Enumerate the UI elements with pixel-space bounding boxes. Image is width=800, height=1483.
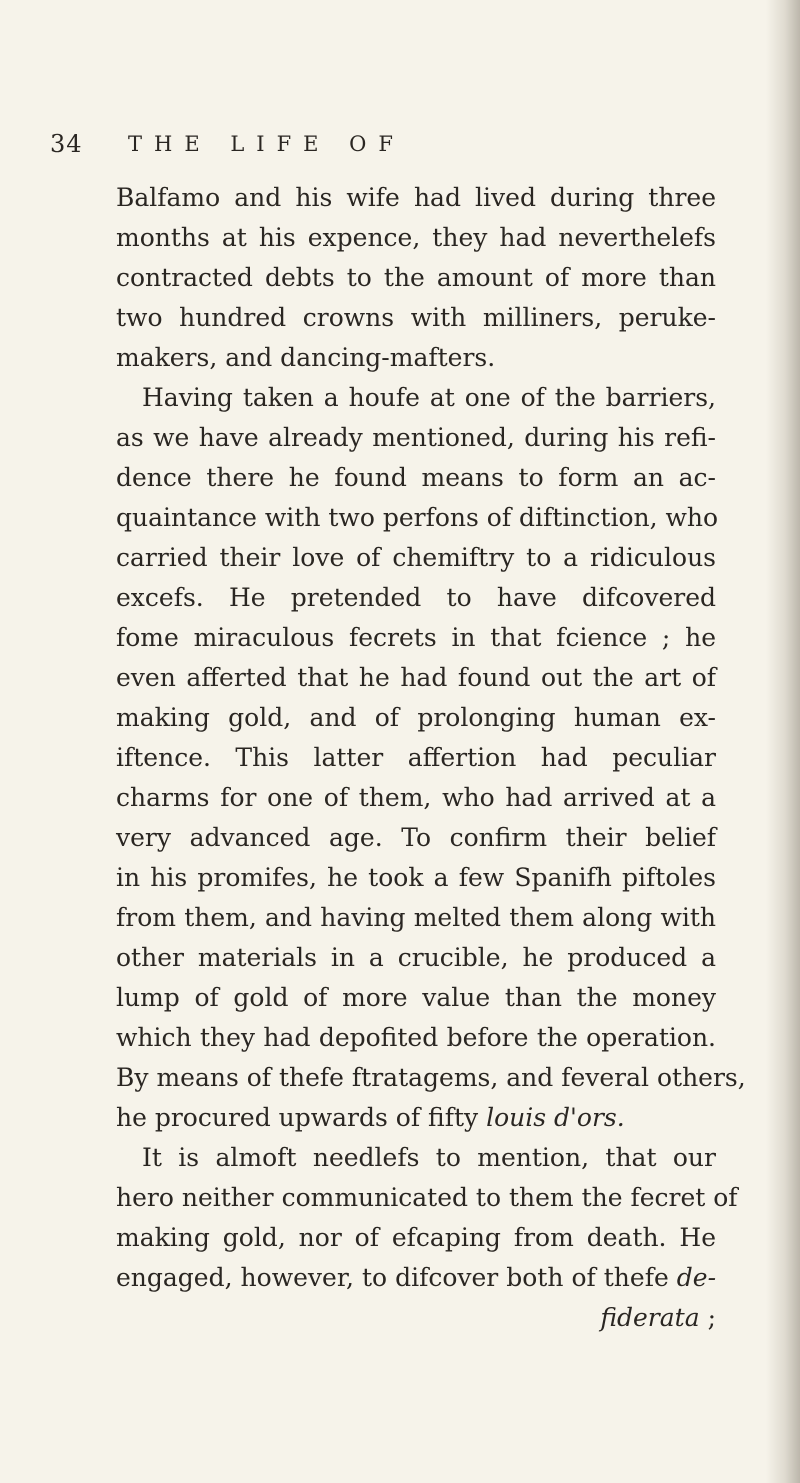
page-header bbox=[50, 130, 750, 160]
page-edge-shadow bbox=[766, 0, 800, 1483]
italic-text: louis d'ors. bbox=[486, 1103, 625, 1132]
italic-text: fiderata bbox=[600, 1303, 700, 1332]
text-line: even afferted that he had found out the art of bbox=[116, 663, 716, 692]
text-line: very advanced age. To confirm their belief bbox=[116, 823, 716, 852]
text-line: excefs. He pretended to have difcovered bbox=[116, 583, 716, 612]
text-line: as we have already mentioned, during his refi- bbox=[116, 423, 716, 452]
text-line: making gold, nor of efcaping from death. He bbox=[116, 1223, 716, 1252]
text-line: charms for one of them, who had arrived at a bbox=[116, 783, 716, 812]
italic-text: de- bbox=[676, 1263, 717, 1292]
text-line bbox=[116, 1258, 716, 1298]
text-line: other materials in a crucible, he produced a bbox=[116, 943, 716, 972]
running-head: THE LIFE OF bbox=[128, 132, 405, 156]
text-line: quaintance with two perfons of diftinction, who bbox=[116, 503, 719, 532]
text-line: making gold, and of prolonging human ex- bbox=[116, 703, 716, 732]
text-line: hero neither communicated to them the fecret of bbox=[116, 1183, 738, 1212]
paragraph-start-line: It is almoft needlefs to mention, that our bbox=[142, 1143, 716, 1172]
text-line bbox=[116, 1298, 716, 1338]
text-line: fome miraculous fecrets in that fcience ; he bbox=[116, 623, 716, 652]
text-span: engaged, however, to difcover both of thefe bbox=[116, 1263, 669, 1292]
text-line: two hundred crowns with milliners, peruke- bbox=[116, 303, 716, 332]
text-line: Balfamo and his wife had lived during three bbox=[116, 183, 716, 212]
body-text bbox=[116, 178, 746, 1338]
page-number: 34 bbox=[50, 130, 83, 158]
text-line: carried their love of chemiftry to a ridiculous bbox=[116, 543, 716, 572]
paragraph-start-line: Having taken a houfe at one of the barriers, bbox=[142, 383, 716, 412]
text-line: By means of thefe ftratagems, and feveral others, bbox=[116, 1063, 746, 1092]
text-line: makers, and dancing-mafters. bbox=[116, 343, 496, 372]
text-span: ; bbox=[707, 1303, 716, 1332]
text-line: months at his expence, they had neverthelefs bbox=[116, 223, 716, 252]
text-line: dence there he found means to form an ac- bbox=[116, 463, 716, 492]
text-span: he procured upwards of fifty bbox=[116, 1103, 479, 1132]
text-line: in his promifes, he took a few Spanifh piftoles bbox=[116, 863, 716, 892]
text-line: from them, and having melted them along with bbox=[116, 903, 716, 932]
text-line: iftence. This latter affertion had peculiar bbox=[116, 743, 716, 772]
text-line bbox=[116, 1098, 716, 1138]
text-line: lump of gold of more value than the money bbox=[116, 983, 716, 1012]
text-line: contracted debts to the amount of more than bbox=[116, 263, 716, 292]
text-line: which they had depofited before the operation. bbox=[116, 1023, 716, 1052]
